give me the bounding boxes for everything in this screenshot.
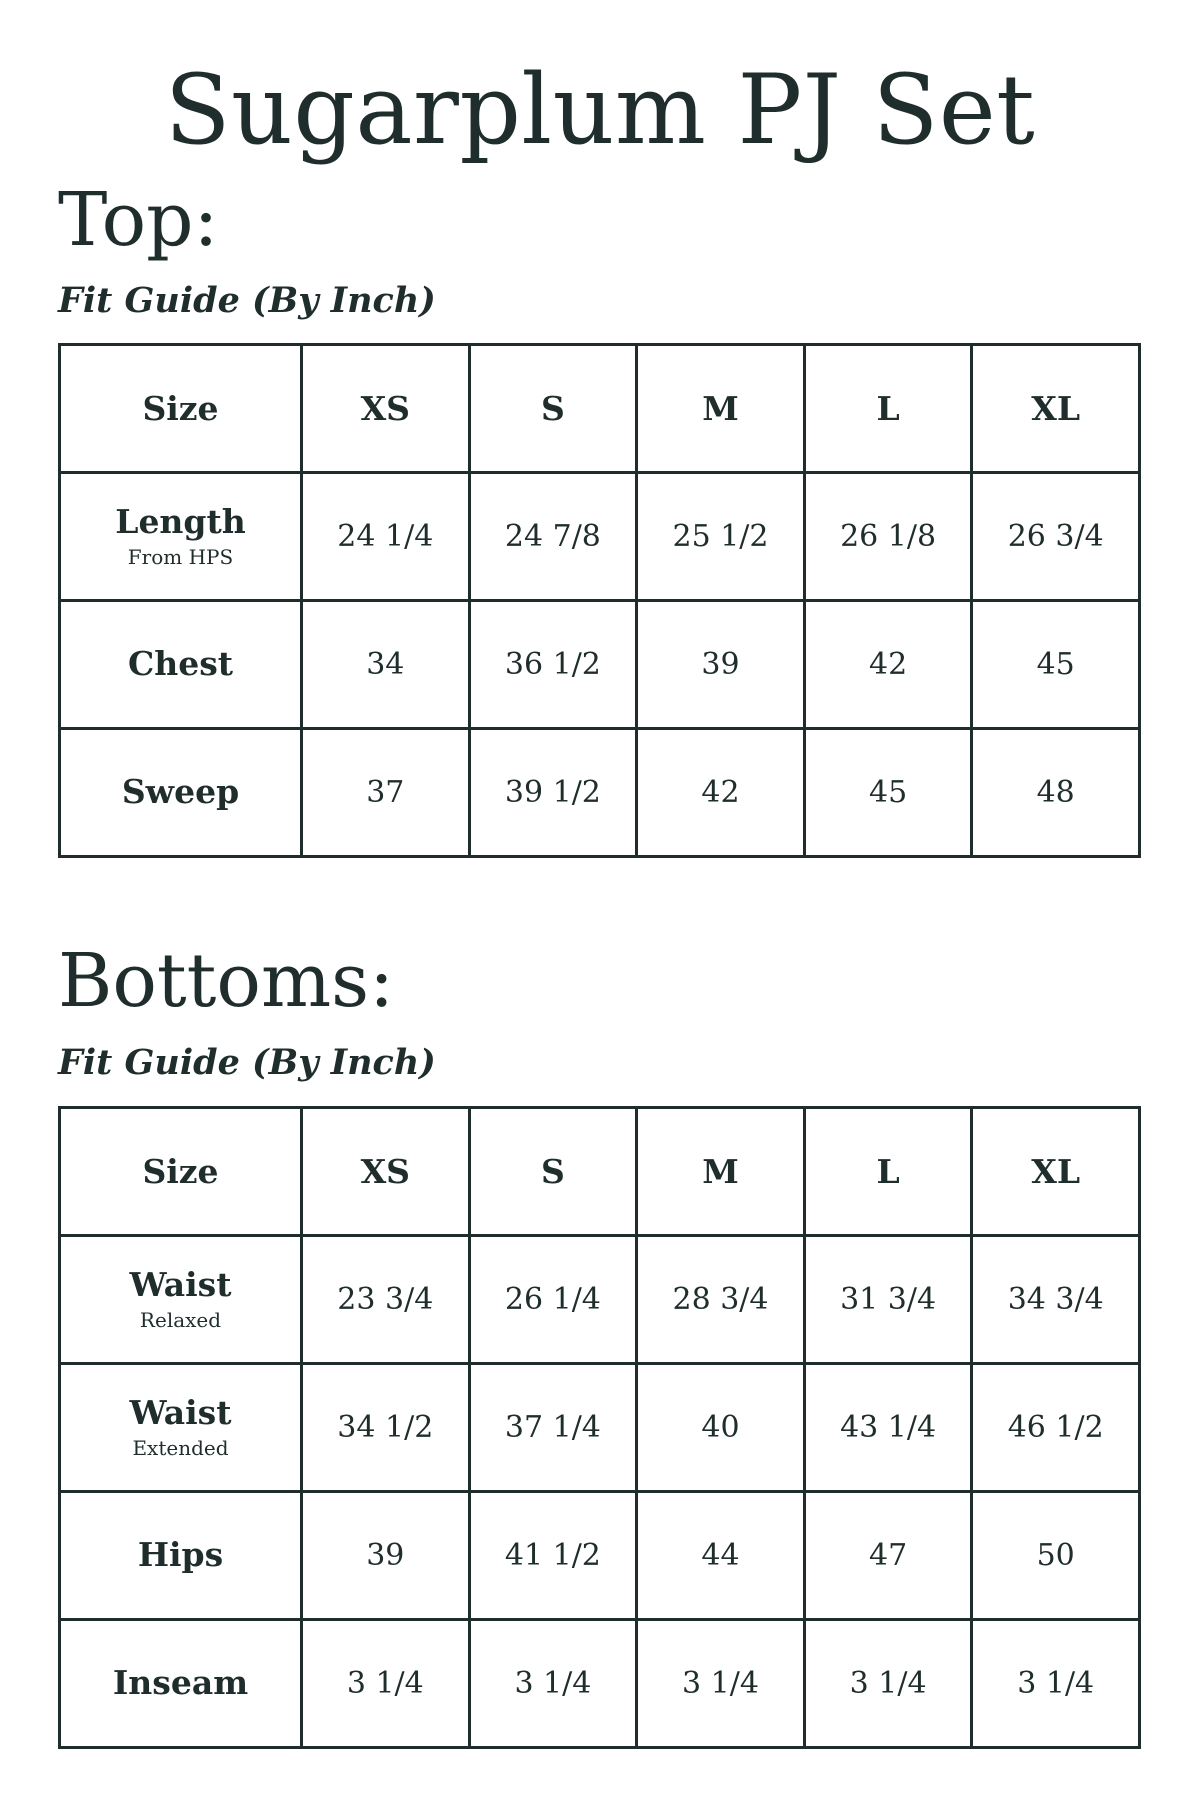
table-row <box>60 1492 1140 1620</box>
measurement-value-cell: 23 3/4 <box>302 1236 470 1364</box>
measurement-value-cell: 24 1/4 <box>302 473 470 601</box>
table-header-row <box>60 345 1140 473</box>
measurement-label: Sweep <box>121 772 240 812</box>
size-column-header: XL <box>972 1108 1140 1236</box>
page-title: Sugarplum PJ Set <box>164 54 1036 166</box>
size-column-header: XL <box>972 345 1140 473</box>
top-fit-table <box>58 343 1141 858</box>
measurement-value-cell: 50 <box>972 1492 1140 1620</box>
measurement-value-cell: 36 1/2 <box>469 601 637 729</box>
size-column-header: M <box>637 1108 805 1236</box>
measurement-value-cell: 44 <box>637 1492 805 1620</box>
measurement-value-cell: 43 1/4 <box>804 1364 972 1492</box>
measurement-value-cell: 42 <box>804 601 972 729</box>
table-row <box>60 1620 1140 1748</box>
measurement-value-cell: 3 1/4 <box>637 1620 805 1748</box>
size-column-header: L <box>804 1108 972 1236</box>
measurement-value-cell: 46 1/2 <box>972 1364 1140 1492</box>
table-header-row <box>60 1108 1140 1236</box>
measurement-value-cell: 37 1/4 <box>469 1364 637 1492</box>
size-column-header: S <box>469 1108 637 1236</box>
row-label-cell <box>60 1492 302 1620</box>
measurement-value-cell: 45 <box>804 729 972 857</box>
row-label-cell <box>60 729 302 857</box>
measurement-value-cell: 39 <box>302 1492 470 1620</box>
row-label-cell <box>60 1620 302 1748</box>
measurement-value-cell: 24 7/8 <box>469 473 637 601</box>
bottoms-fit-table <box>58 1106 1141 1749</box>
table-row <box>60 1364 1140 1492</box>
measurement-label: Inseam <box>112 1663 249 1703</box>
measurement-label: Hips <box>137 1535 224 1575</box>
measurement-value-cell: 39 1/2 <box>469 729 637 857</box>
measurement-value-cell: 37 <box>302 729 470 857</box>
bottoms-fit-guide-subtitle: Fit Guide (By Inch) <box>58 1042 436 1083</box>
measurement-label: Length <box>115 502 246 542</box>
measurement-value-cell: 45 <box>972 601 1140 729</box>
measurement-value-cell: 3 1/4 <box>469 1620 637 1748</box>
measurement-value-cell: 3 1/4 <box>302 1620 470 1748</box>
measurement-value-cell: 41 1/2 <box>469 1492 637 1620</box>
measurement-value-cell: 48 <box>972 729 1140 857</box>
top-section-heading: Top: <box>58 177 219 263</box>
table-row <box>60 1236 1140 1364</box>
table-row <box>60 601 1140 729</box>
measurement-value-cell: 25 1/2 <box>637 473 805 601</box>
row-label-cell <box>60 1236 302 1364</box>
size-column-header: XS <box>302 1108 470 1236</box>
table-row <box>60 473 1140 601</box>
measurement-value-cell: 42 <box>637 729 805 857</box>
top-fit-guide-subtitle: Fit Guide (By Inch) <box>58 280 436 321</box>
size-column-header: XS <box>302 345 470 473</box>
measurement-value-cell: 34 <box>302 601 470 729</box>
measurement-value-cell: 31 3/4 <box>804 1236 972 1364</box>
measurement-value-cell: 26 3/4 <box>972 473 1140 601</box>
measurement-value-cell: 40 <box>637 1364 805 1492</box>
measurement-sublabel: Extended <box>132 1435 229 1460</box>
measurement-label: Waist <box>129 1265 232 1305</box>
row-label-cell <box>60 601 302 729</box>
measurement-value-cell: 3 1/4 <box>804 1620 972 1748</box>
size-column-header: S <box>469 345 637 473</box>
measurement-label: Waist <box>129 1393 232 1433</box>
measurement-value-cell: 47 <box>804 1492 972 1620</box>
measurement-sublabel: Relaxed <box>139 1307 222 1332</box>
measurement-sublabel: From HPS <box>127 544 234 569</box>
size-header-cell: Size <box>60 1108 302 1236</box>
size-column-header: M <box>637 345 805 473</box>
measurement-value-cell: 39 <box>637 601 805 729</box>
measurement-value-cell: 26 1/4 <box>469 1236 637 1364</box>
measurement-value-cell: 34 1/2 <box>302 1364 470 1492</box>
row-label-cell <box>60 473 302 601</box>
table-row <box>60 729 1140 857</box>
bottoms-section-heading: Bottoms: <box>58 938 395 1024</box>
size-header-cell: Size <box>60 345 302 473</box>
row-label-cell <box>60 1364 302 1492</box>
measurement-value-cell: 28 3/4 <box>637 1236 805 1364</box>
measurement-value-cell: 34 3/4 <box>972 1236 1140 1364</box>
size-column-header: L <box>804 345 972 473</box>
measurement-label: Chest <box>127 644 234 684</box>
measurement-value-cell: 3 1/4 <box>972 1620 1140 1748</box>
measurement-value-cell: 26 1/8 <box>804 473 972 601</box>
